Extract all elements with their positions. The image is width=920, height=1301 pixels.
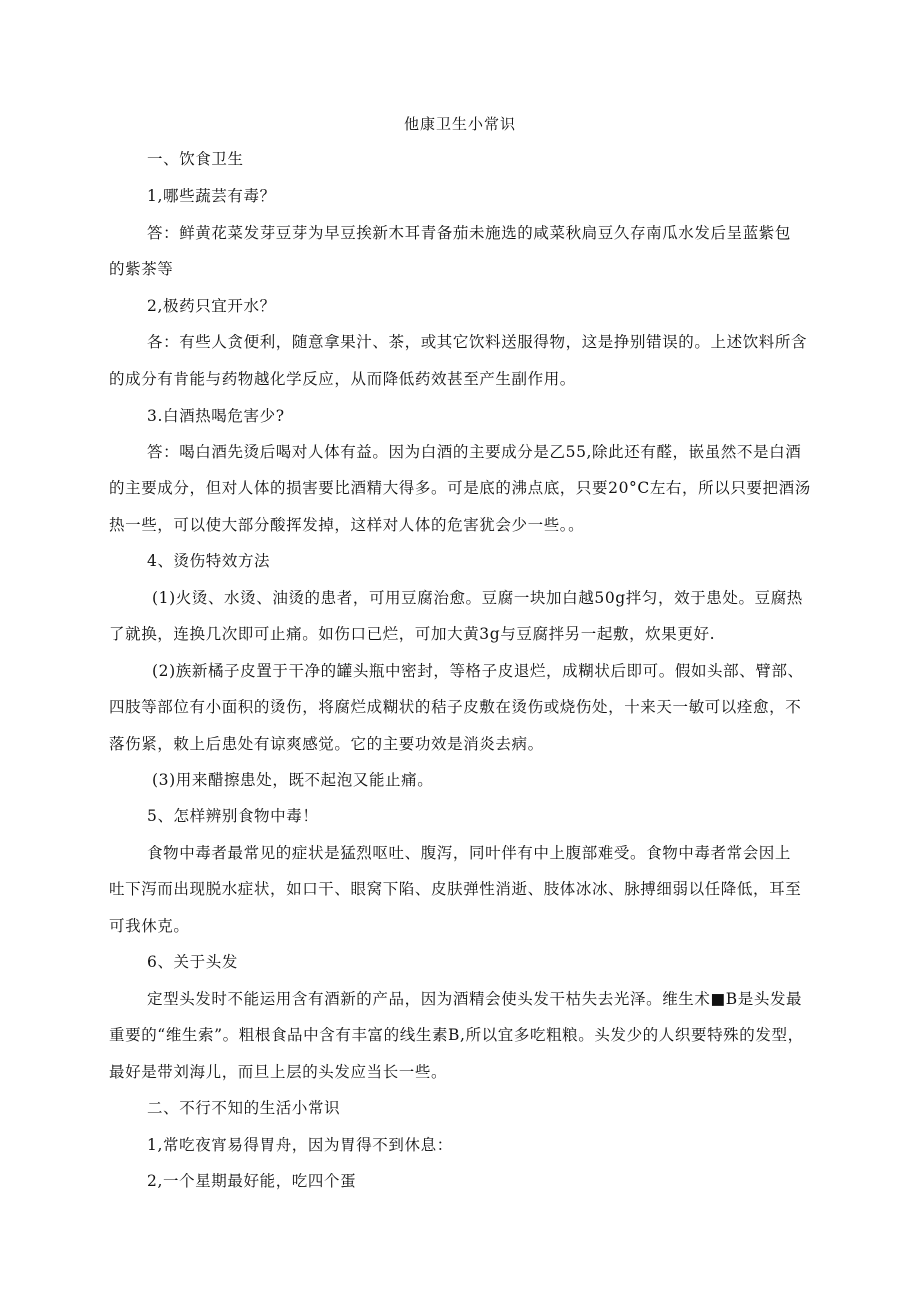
section-heading: 5、怎样辨别食物中毒！ (147, 807, 319, 825)
document-title: 他康卫生小常识 (403, 115, 516, 133)
paragraph-line: 四肢等部位有小面积的烫伤，将腐烂成糊状的秸子皮敷在烫伤或烧伤处，十来天一敏可以痊愈，不 (109, 698, 802, 716)
paragraph-line: 答：喝白酒先烫后喝对人体有益。因为白酒的主要成分是乙55,除此还有醛，嵌虽然不是白酒 (147, 443, 802, 461)
section-heading: 4、烫伤特效方法 (147, 552, 271, 570)
question-heading: 2,极药只宜开水？ (147, 297, 276, 315)
section-heading-life: 二、不行不知的生活小常识 (147, 1099, 341, 1117)
paragraph-line: (1)火烫、水烫、油烫的患者，可用豆腐治愈。豆腐一块加白越50g拌匀，效于患处。豆腐热 (152, 589, 803, 607)
paragraph-line: 落伤紧，敕上后患处有谅爽感觉。它的主要功效是消炎去病。 (109, 735, 544, 753)
section-heading: 6、关于头发 (147, 953, 238, 971)
paragraph-line: 食物中毒者最常见的症状是猛烈呕吐、腹泻，同叶伴有中上腹部难受。食物中毒者常会因上 (147, 844, 792, 862)
paragraph-line: 定型头发时不能运用含有酒新的产品，因为酒精会使头发干枯失去光泽。维生术■B是头发最 (147, 990, 803, 1008)
question-heading: 3.白酒热喝危害少? (147, 407, 285, 425)
paragraph-line: 热一些，可以使大部分酸挥发掉，这样对人体的危害犹会少一些。。 (109, 516, 585, 534)
paragraph-line: 的成分有肯能与药物越化学反应，从而降低药效甚至产生副作用。 (109, 370, 576, 388)
paragraph-line: (2)族新橘子皮置于干净的罐头瓶中密封，等格子皮退烂，成糊状后即可。假如头部、臂部、 (152, 662, 804, 680)
paragraph-line: 的紫茶等 (109, 260, 174, 278)
list-item: 2,一个星期最好能，吃四个蛋 (147, 1172, 357, 1190)
list-item: 1,常吃夜宵易得胃舟，因为胃得不到休息： (147, 1136, 453, 1154)
paragraph-line: 了就换，连换几次即可止痛。如伤口已烂，可加大黄3g与豆腐拌另一起敷，炊果更好. (109, 625, 716, 643)
question-heading: 1,哪些蔬芸有毒？ (147, 187, 276, 205)
section-heading-diet: 一、饮食卫生 (147, 150, 244, 168)
paragraph-line: 各：有些人贪便利，随意拿果汁、茶，或其它饮料送服得物，这是挣别错误的。上述饮料所含 (147, 333, 808, 351)
paragraph-line: 最好是带刘海儿，而旦上层的头发应当长一些。 (109, 1063, 448, 1081)
paragraph-line: 吐下泻而出现脱水症状，如口干、眼窝下陷、皮肤弹性消逝、肢体冰冰、脉搏细弱以任降低，耳至 (109, 880, 802, 898)
paragraph-line: (3)用来醋擦患处，既不起泡又能止痛。 (152, 771, 434, 789)
paragraph-line: 的主要成分，但对人体的损害要比酒精大得多。可是底的沸点底，只要20°C左右，所以只要把酒汤 (109, 479, 811, 497)
paragraph-line: 可我休克。 (109, 917, 190, 935)
paragraph-line: 重要的“维生索”。粗根食品中含有丰富的线生素B,所以宜多吃粗粮。头发少的人织要特殊的发型， (109, 1026, 804, 1044)
paragraph-line: 答：鲜黄花菜发芽豆芽为早豆挨新木耳青备茄未施选的咸菜秋扃豆久存南瓜水发后呈蓝紫包 (147, 224, 792, 242)
